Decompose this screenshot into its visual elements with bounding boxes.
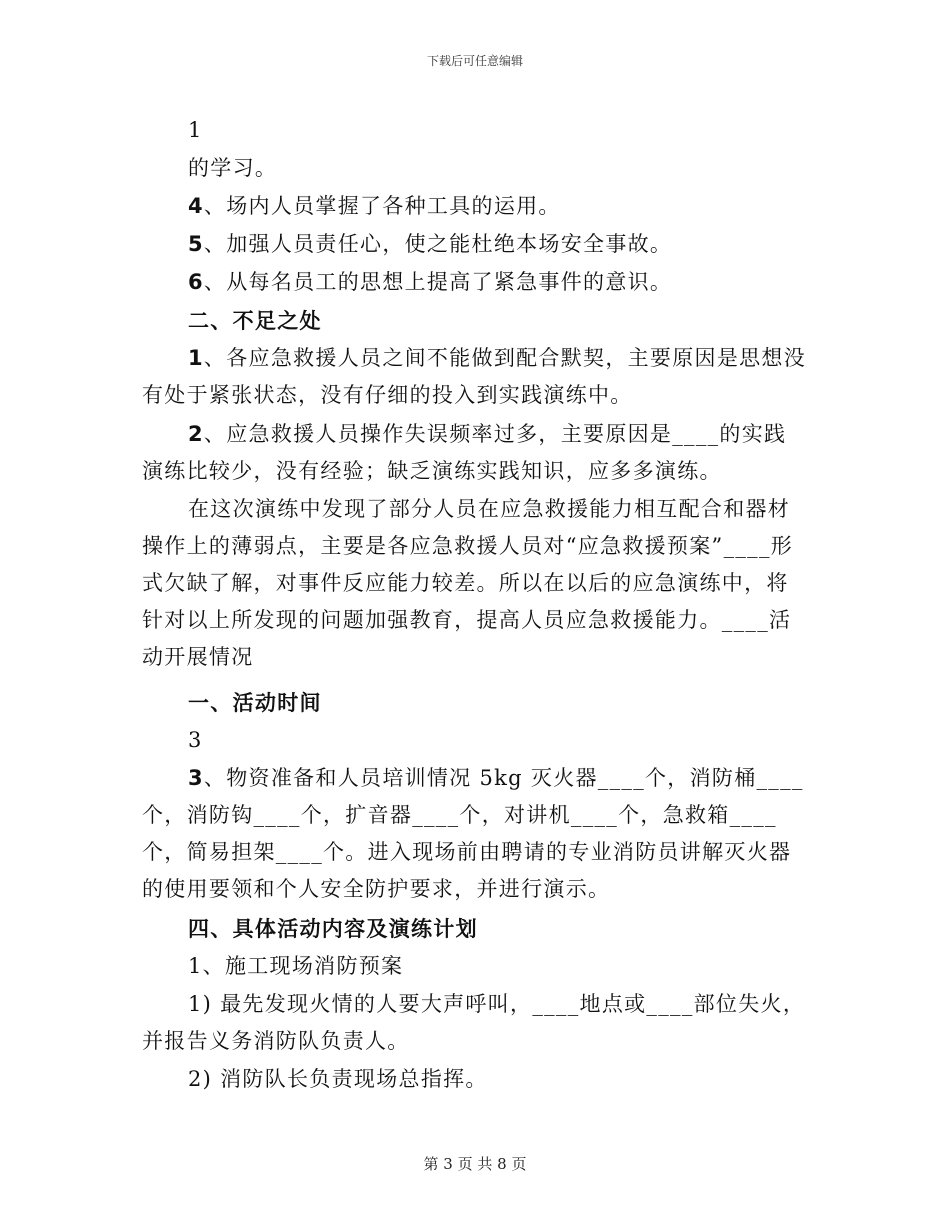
summary-paragraph: 在这次演练中发现了部分人员在应急救援能力相互配合和器材操作上的薄弱点，主要是各应急救援人员对“应急救援预案”____形式欠缺了解，对事件反应能力较差。所以在以后的应急演练中，将针对以上所发现的问题加强教育，提高人员应急救援能力。____活动开展情况	[142, 497, 794, 669]
section-heading-shortcomings: 二、不足之处	[188, 308, 322, 333]
paragraph-number-fragment: 1	[188, 118, 203, 142]
materials-paragraph	[142, 760, 808, 908]
list-item-5	[142, 226, 808, 263]
list-item-text: 、物资准备和人员培训情况 5kg 灭火器____个，消防桶____个，消防钩____个，扩音器____个，对讲机____个，急救箱____个，简易担架____个。进入现场前由聘请的专业消防员讲解灭火器的使用要领和个人安全防护要求，并进行演示。	[142, 766, 804, 901]
list-item-text: 、场内人员掌握了各种工具的运用。	[203, 194, 561, 218]
list-number: 4	[188, 194, 204, 218]
list-number: 3	[188, 766, 204, 790]
list-number: 6	[188, 270, 204, 294]
list-item-4	[142, 188, 808, 225]
section-heading-activity-time: 一、活动时间	[188, 690, 322, 715]
list-number: 5	[188, 232, 204, 256]
document-body	[142, 112, 808, 1098]
list-item-text: 、各应急救援人员之间不能做到配合默契，主要原因是思想没有处于紧张状态，没有仔细的投入到实践演练中。	[142, 346, 807, 407]
page-header: 下载后可任意编辑	[426, 54, 523, 68]
list-item-text: 、加强人员责任心，使之能杜绝本场安全事故。	[203, 232, 673, 256]
paragraph-number-fragment: 3	[188, 728, 203, 752]
plan-step-2: 2) 消防队长负责现场总指挥。	[188, 1067, 488, 1091]
plan-step-1: 1) 最先发现火情的人要大声呼叫，____地点或____部位失火，并报告义务消防队负责人。	[142, 992, 806, 1053]
paragraph-continuation: 的学习。	[188, 156, 278, 180]
list-item-text: 、应急救援人员操作失误频率过多，主要原因是____的实践演练比较少，没有经验；缺乏演练实践知识，应多多演练。	[142, 422, 787, 483]
subheading-fire-plan: 1、施工现场消防预案	[188, 954, 404, 978]
list-item-6	[142, 264, 808, 301]
list-number: 2	[188, 422, 204, 446]
page-footer: 第 3 页 共 8 页	[423, 1155, 527, 1173]
list-item-text: 、从每名员工的思想上提高了紧急事件的意识。	[203, 270, 673, 294]
section-heading-activity-content: 四、具体活动内容及演练计划	[188, 916, 478, 941]
list-number: 1	[188, 346, 204, 370]
shortcoming-item-2	[142, 416, 808, 490]
shortcoming-item-1	[142, 340, 808, 414]
